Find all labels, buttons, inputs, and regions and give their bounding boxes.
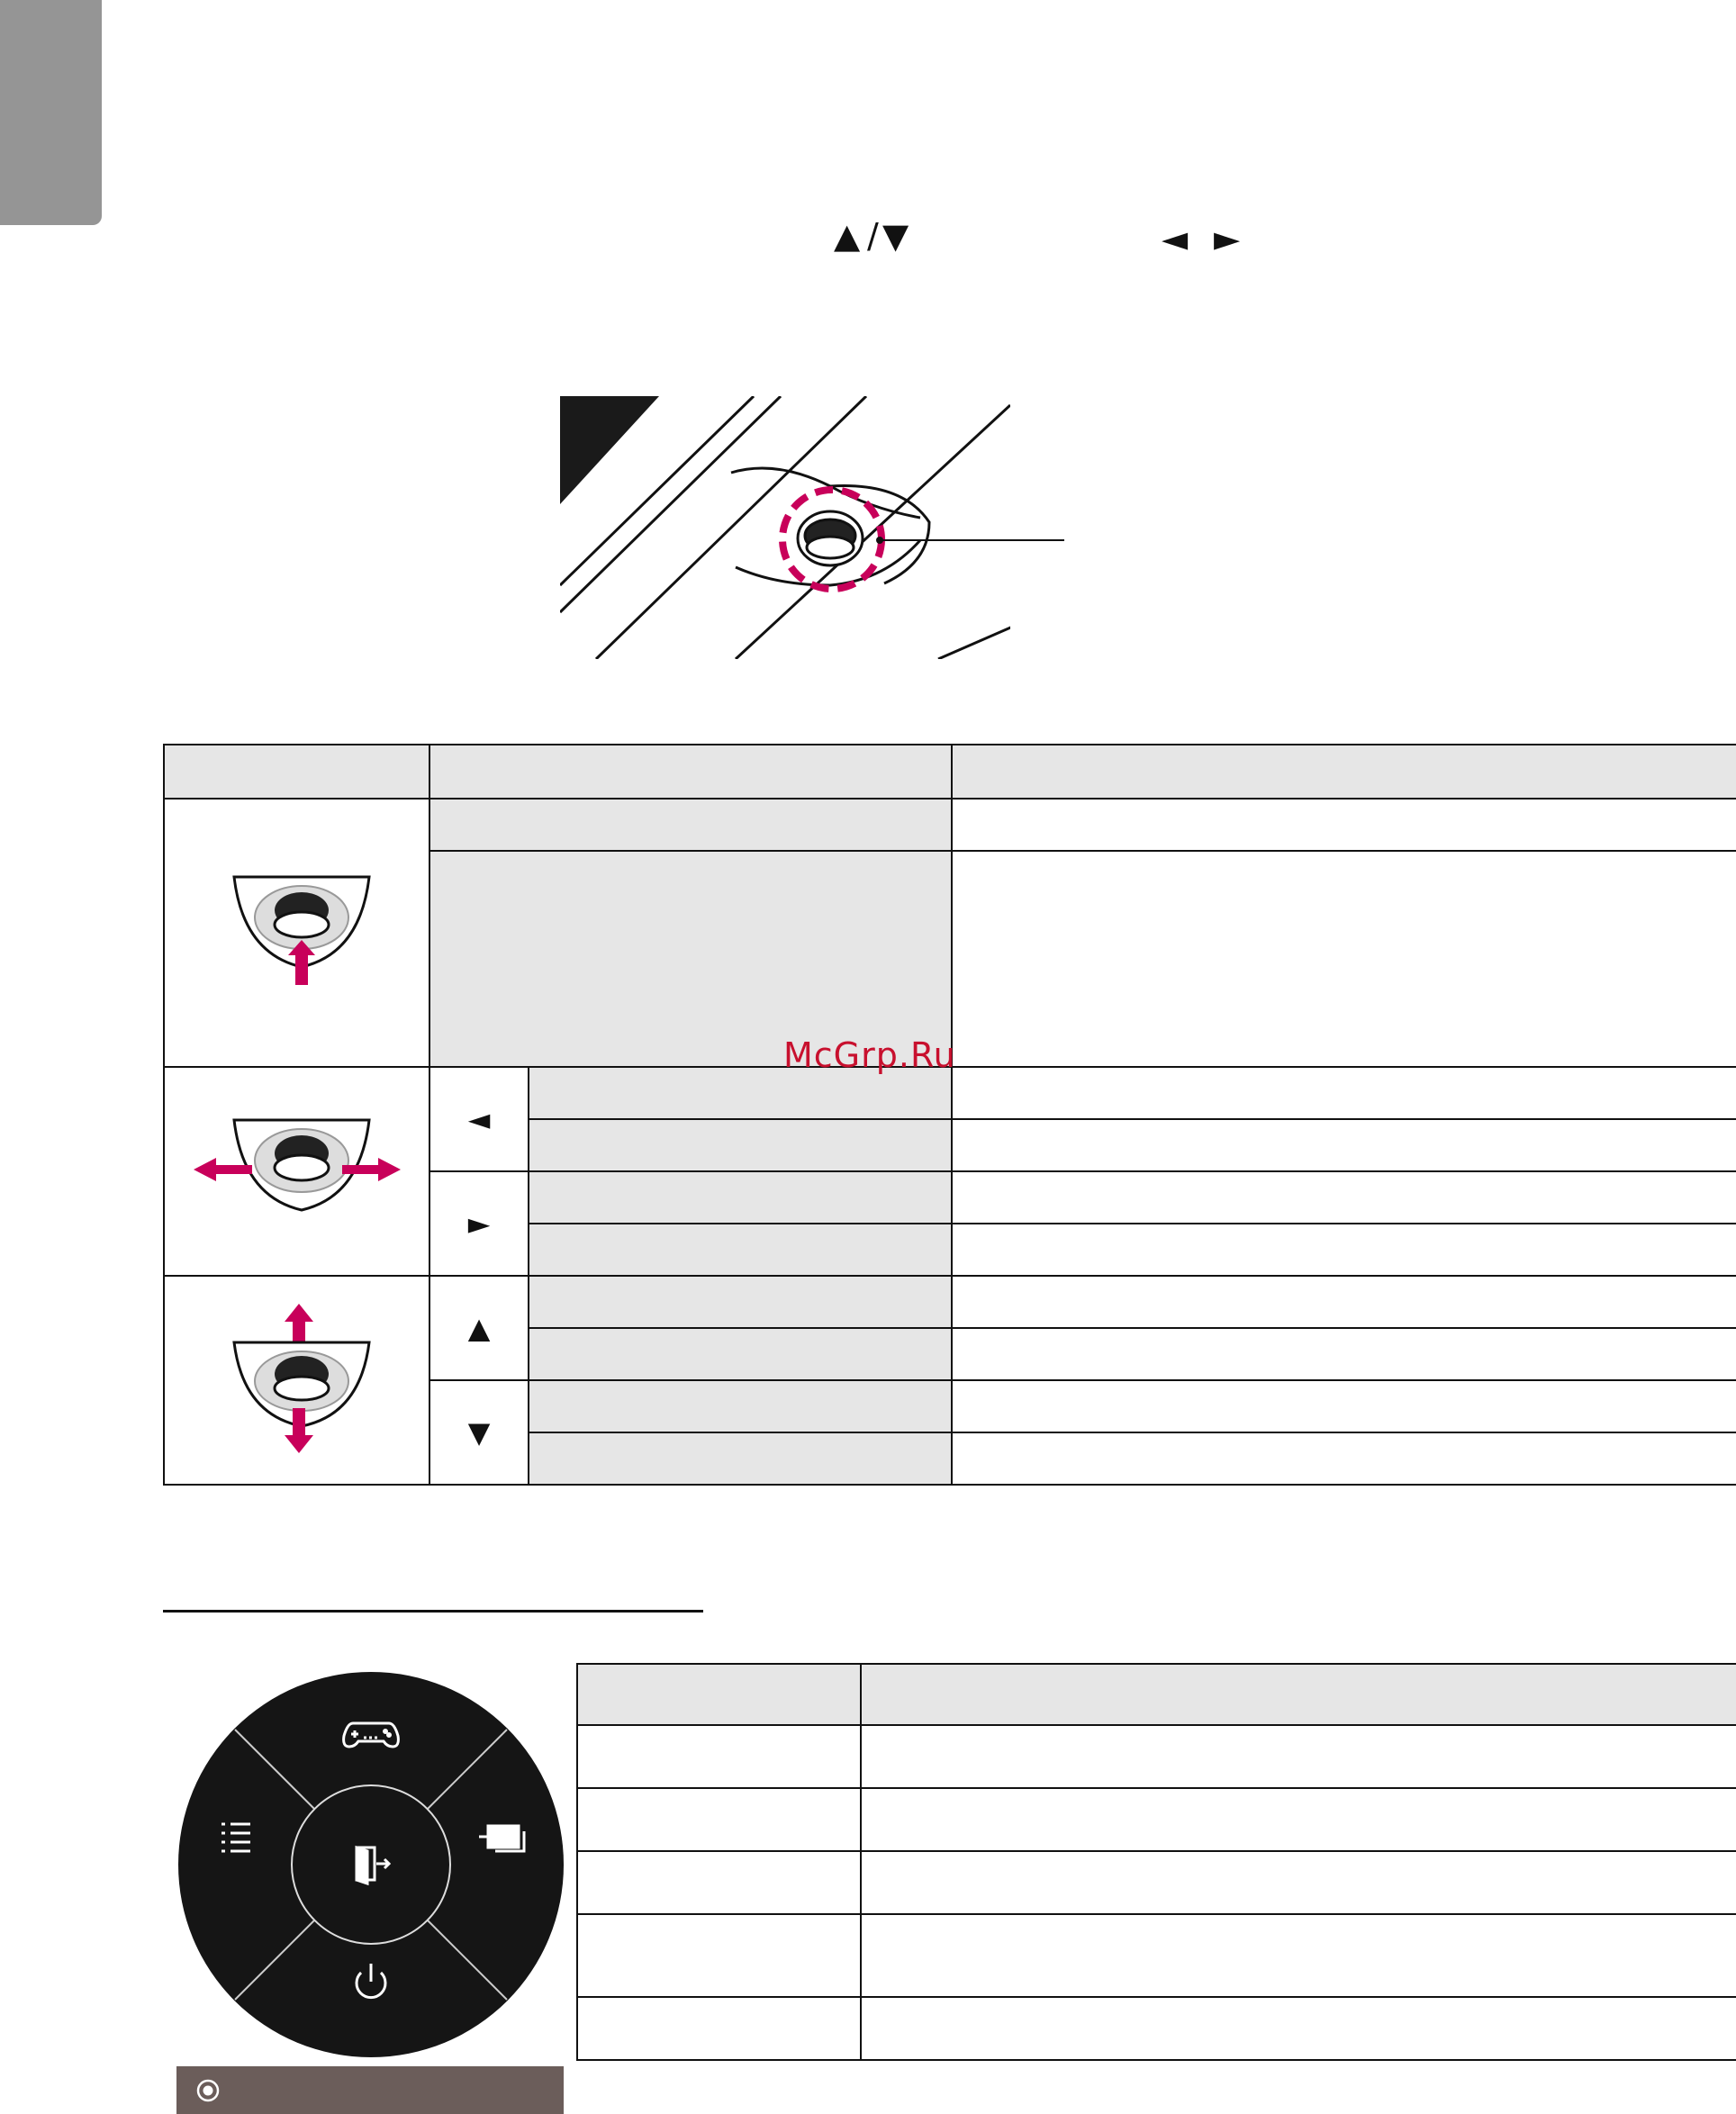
- description-cell: [952, 1276, 1736, 1328]
- table-row: [164, 799, 1736, 851]
- joystick-up-down-icon: [216, 1302, 378, 1455]
- description-cell: [952, 851, 1736, 1067]
- description-cell: [952, 1171, 1736, 1224]
- description-cell: [952, 1432, 1736, 1485]
- description-cell: [952, 1119, 1736, 1171]
- joystick-press-icon-cell: [164, 799, 429, 1067]
- header-cell: [429, 745, 952, 799]
- note-icon: [196, 2079, 220, 2102]
- joystick-control-table: [163, 744, 1736, 1486]
- description-cell: [952, 1380, 1736, 1432]
- table-row: [577, 1997, 1736, 2060]
- header-cell: [164, 745, 429, 799]
- table-header-row: [164, 745, 1736, 799]
- monitor-joystick-illustration: [560, 396, 1064, 662]
- function-cell: [529, 1224, 952, 1276]
- table-row: [577, 1851, 1736, 1914]
- joystick-up-down-icon-cell: [164, 1276, 429, 1485]
- function-cell: [529, 1380, 952, 1432]
- table-header-row: [577, 1664, 1736, 1725]
- description-cell: [952, 1224, 1736, 1276]
- table-cell: [861, 1851, 1736, 1914]
- table-row: [577, 1914, 1736, 1997]
- description-cell: [952, 1328, 1736, 1380]
- function-cell: [529, 1119, 952, 1171]
- table-cell: [577, 1914, 861, 1997]
- function-cell: [529, 1328, 952, 1380]
- description-cell: [952, 1067, 1736, 1119]
- down-direction-cell: ▼: [429, 1380, 529, 1485]
- table-cell: [577, 1788, 861, 1851]
- table-cell: [577, 1851, 861, 1914]
- down-arrow-symbol: ▼: [882, 216, 909, 256]
- joystick-left-right-icon-cell: [164, 1067, 429, 1276]
- left-direction-cell: ◄: [429, 1067, 529, 1171]
- table-cell: [861, 1725, 1736, 1788]
- function-cell: [529, 1171, 952, 1224]
- table-cell: [861, 1788, 1736, 1851]
- table-cell: [577, 1725, 861, 1788]
- language-tab: [0, 0, 102, 225]
- function-cell: [429, 799, 952, 851]
- table-cell: [861, 1997, 1736, 2060]
- menu-wheel: [176, 1671, 565, 2058]
- table-row: [577, 1725, 1736, 1788]
- slash-symbol: /: [867, 216, 879, 256]
- left-arrow-symbol: ◄: [1162, 219, 1189, 258]
- header-cell: [952, 745, 1736, 799]
- table-row: [577, 1788, 1736, 1851]
- table-row: [164, 1276, 1736, 1328]
- header-cell: [861, 1664, 1736, 1725]
- function-cell: [529, 1276, 952, 1328]
- right-arrow-symbol: ►: [1214, 219, 1241, 258]
- note-bar: [176, 2066, 564, 2114]
- function-cell: [529, 1432, 952, 1485]
- table-cell: [577, 1997, 861, 2060]
- joystick-left-right-icon: [189, 1102, 405, 1237]
- joystick-press-icon: [216, 863, 378, 998]
- up-arrow-symbol: ▲: [834, 216, 861, 256]
- up-direction-cell: ▲: [429, 1276, 529, 1380]
- header-cell: [577, 1664, 861, 1725]
- description-cell: [952, 799, 1736, 851]
- right-direction-cell: ►: [429, 1171, 529, 1276]
- section-heading-rule: [163, 1610, 703, 1613]
- watermark: McGrp.Ru: [783, 1035, 956, 1075]
- menu-function-table: [576, 1663, 1736, 2061]
- table-cell: [861, 1914, 1736, 1997]
- function-cell: [429, 851, 952, 1067]
